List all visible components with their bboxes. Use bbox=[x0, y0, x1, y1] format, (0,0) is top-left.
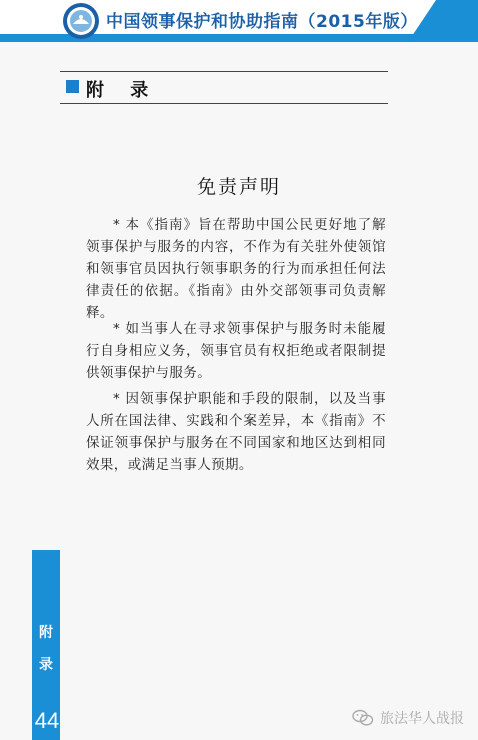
wechat-icon bbox=[352, 709, 374, 727]
document-title: 免责声明 bbox=[196, 176, 281, 198]
page-header bbox=[0, 0, 478, 44]
page-number: 44 bbox=[34, 708, 60, 733]
section-title: 附 录 bbox=[86, 80, 159, 101]
side-tab-label: 录 bbox=[39, 657, 53, 673]
section-rule-top bbox=[60, 71, 388, 72]
side-tab-label: 附 bbox=[39, 625, 53, 641]
paragraph: * 如当事人在寻求领事保护与服务时未能履行自身相应义务，领事官员有权拒绝或者限制提供领事保护与服务。 bbox=[86, 321, 386, 381]
paragraph: * 因领事保护职能和手段的限制，以及当事人所在国法律、实践和个案差异，本《指南》不保证领事保护与服务在不同国家和地区达到相同效果，或满足当事人预期。 bbox=[86, 391, 386, 473]
section-rule-bottom bbox=[60, 103, 388, 104]
watermark-text: 旅法华人战报 bbox=[380, 711, 464, 727]
header-title: 中国领事保护和协助指南（2015年版） bbox=[106, 12, 418, 32]
section-marker bbox=[66, 80, 79, 93]
national-emblem-icon bbox=[62, 2, 100, 40]
paragraph: * 本《指南》旨在帮助中国公民更好地了解领事保护与服务的内容，不作为有关驻外使领馆和领事官员因执行领事职务的行为而承担任何法律责任的依据。《指南》由外交部领事司负责解释。 bbox=[86, 217, 386, 321]
watermark bbox=[352, 708, 464, 728]
